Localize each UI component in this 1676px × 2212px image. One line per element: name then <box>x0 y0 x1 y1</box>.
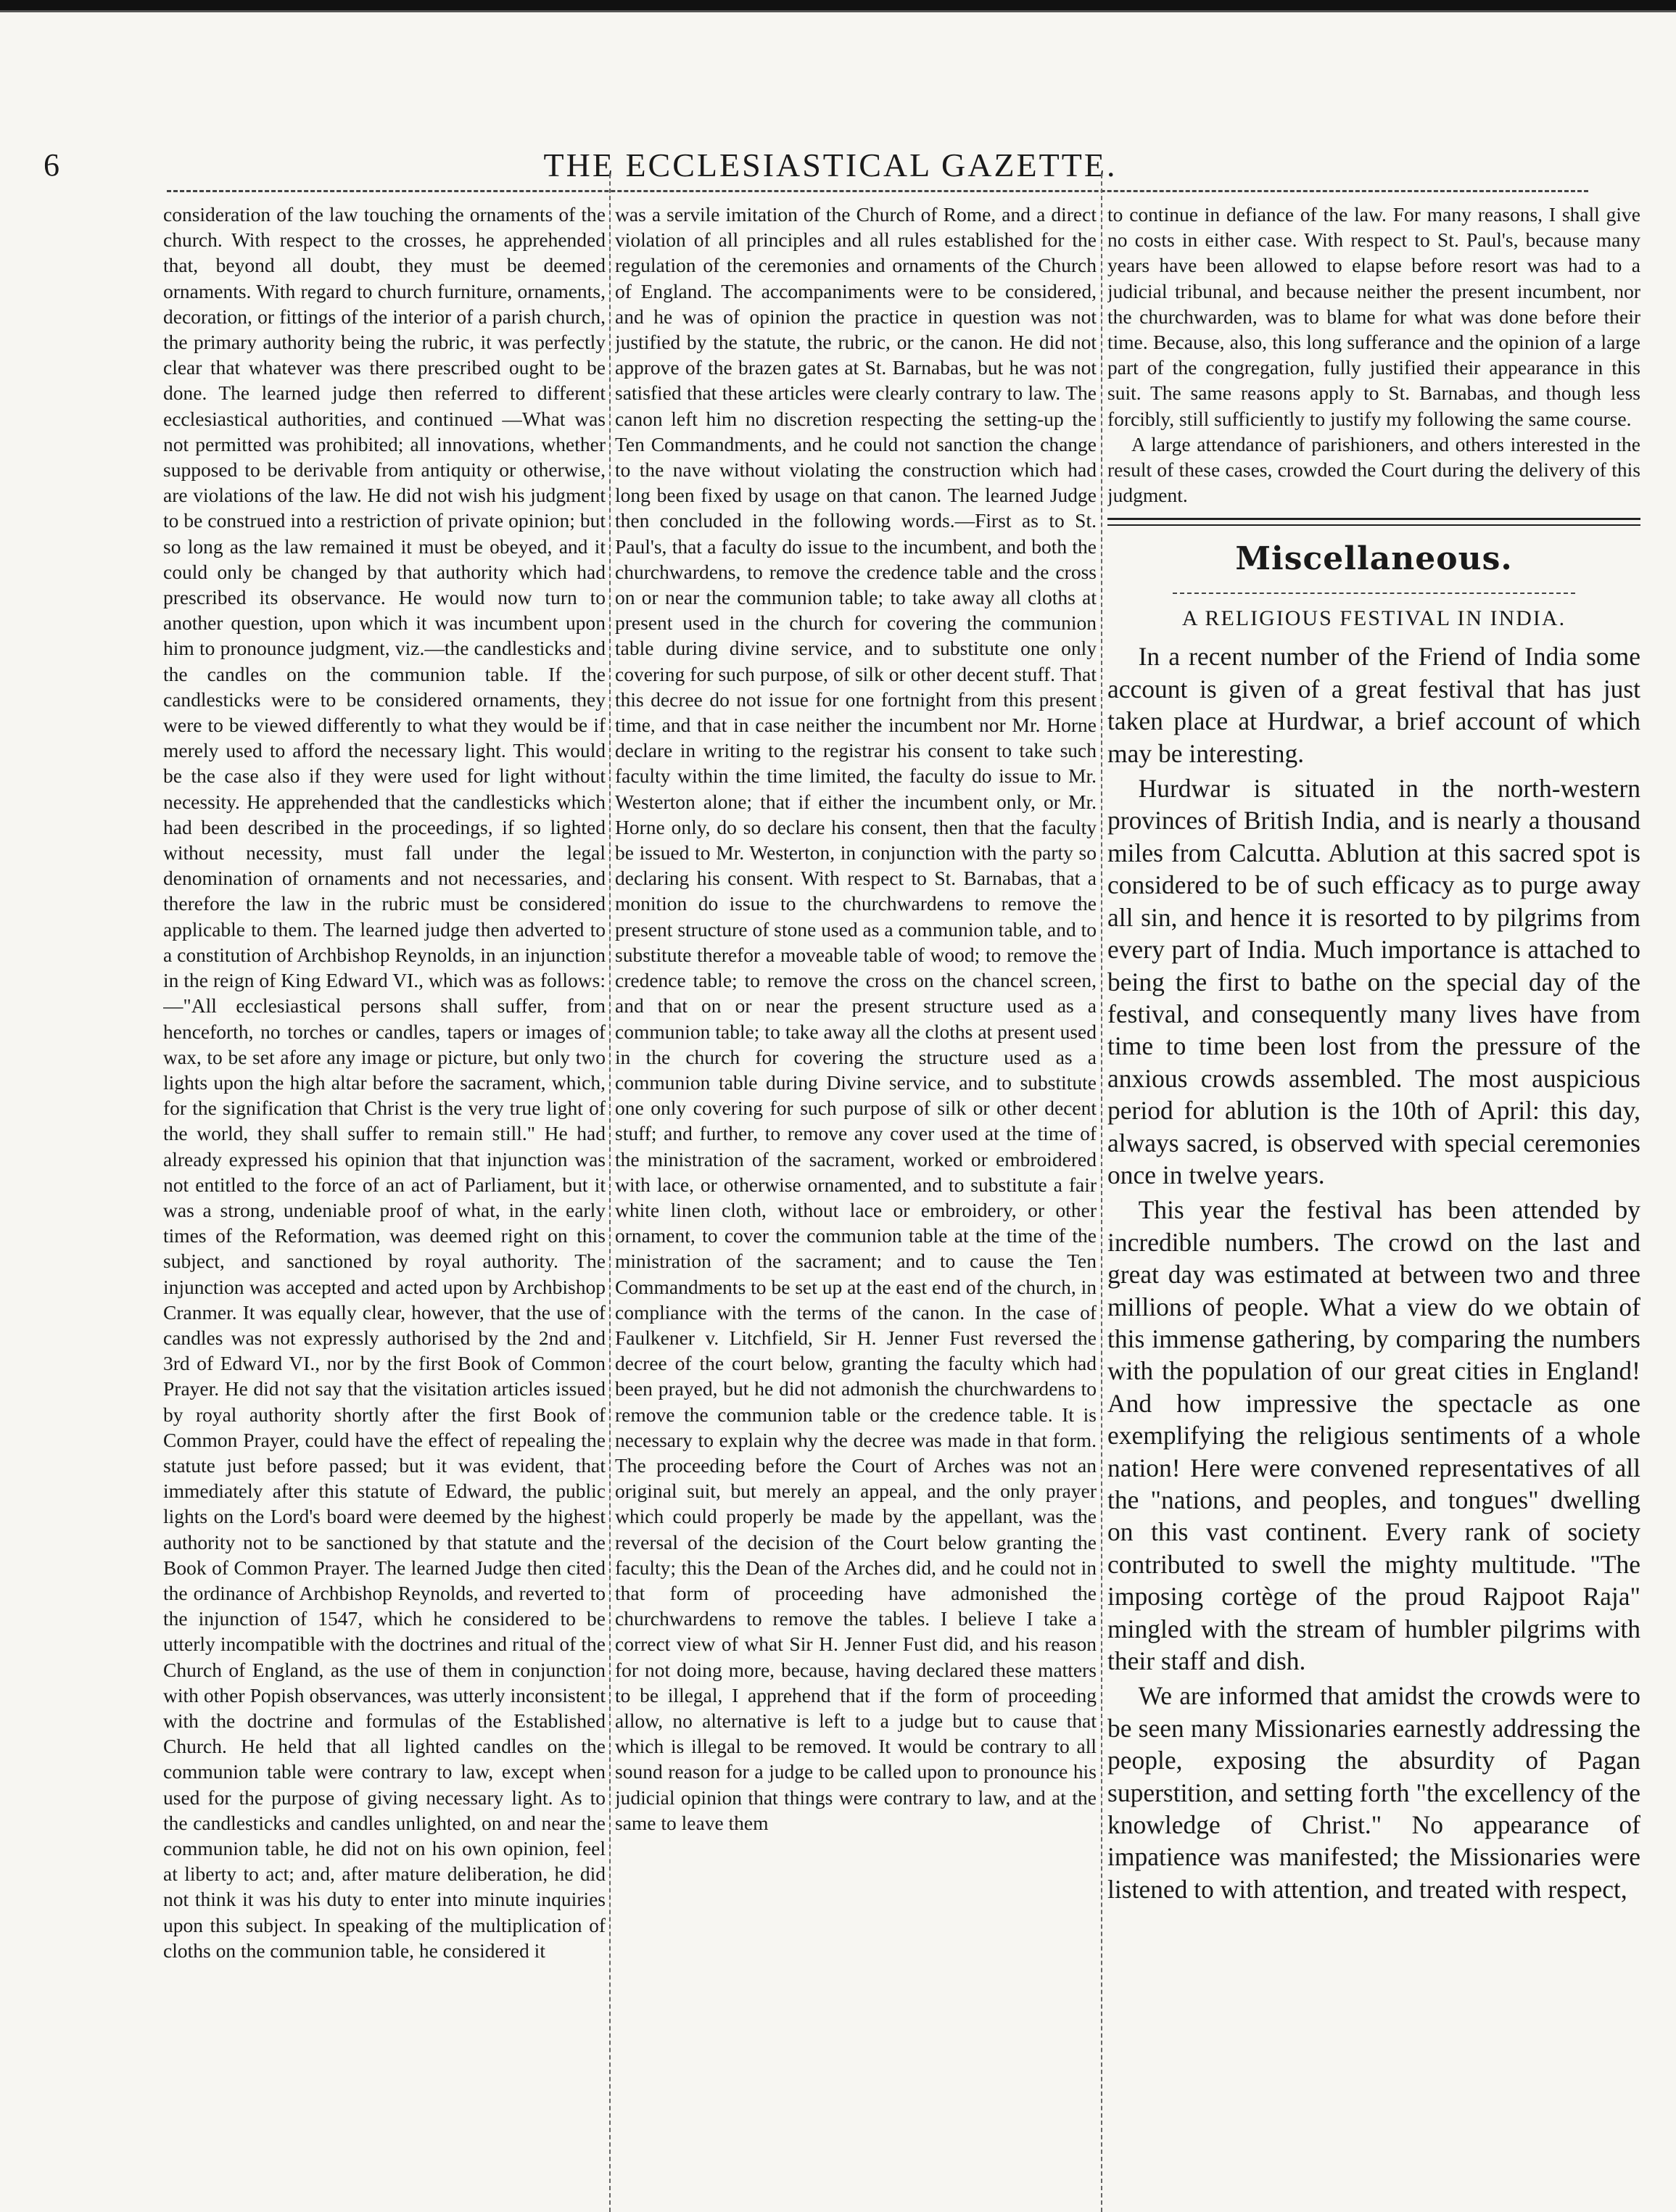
page-number: 6 <box>44 147 59 183</box>
column-1 <box>163 202 606 2189</box>
article-paragraph: This year the festival has been attended by incredible numbers. The crowd on the last and great day was estimated at between two and three millions of people. What a view do we obtain of this immense gathering, by comparing the numbers with the population of our great cities in England! And how impressive the spectacle as one exemplifying the religious sentiments of a whole nation! Here were convened representatives of all the "nations, and peoples, and tongues" dwelling on this vast continent. Every rank of society contributed to swell the mighty multitude. "The imposing cortège of the proud Rajpoot Raja" mingled with the stream of humbler pilgrims with their staff and dish. <box>1107 1195 1640 1676</box>
column-2 <box>615 202 1097 2189</box>
article-paragraph: In a recent number of the Friend of India some account is given of a great festival that has just taken place at Hurdwar, a brief account of which may be interesting. <box>1107 642 1640 768</box>
article-paragraph: We are informed that amidst the crowds were to be seen many Missionaries earnestly addressing the people, exposing the absurdity of Pagan superstition, and setting forth "the excellency of the knowledge of Christ." No appearance of impatience was manifested; the Missionaries were listened to with attention, and treated with respect, <box>1107 1681 1640 1904</box>
publication-title: THE ECCLESIASTICAL GAZETTE. <box>543 146 1118 183</box>
column-3 <box>1107 202 1640 2189</box>
page-header <box>22 145 1639 189</box>
section-heading: Miscellaneous. <box>1235 540 1513 578</box>
article-title: A RELIGIOUS FESTIVAL IN INDIA. <box>1181 606 1566 631</box>
judgment-conclusion: to continue in defiance of the law. For many reasons, I shall give no costs in either case. With respect to St. Paul's, because many years have been allowed to elapse before resort was had to a judicial tribunal, and because neither the present incumbent, nor the churchwarden, was to blame for what was done before their time. Because, also, this long sufferance and the opinion of a large part of the congregation, fully justified their appearance in this suit. The same reasons apply to St. Barnabas, and though less forcibly, still sufficiently to justify my following the same course. <box>1107 203 1640 430</box>
attendance-note: A large attendance of parishioners, and others interested in the result of these cases, crowded the Court during the delivery of this judgment. <box>1107 432 1640 507</box>
column-divider <box>1101 174 1102 2212</box>
top-border-rule <box>0 0 1676 15</box>
header-rule <box>167 190 1588 192</box>
article-paragraph: Hurdwar is situated in the north-western provinces of British India, and is nearly a thousand miles from Calcutta. Ablution at this sacred spot is considered to be of such efficacy as to purge away all sin, and hence it is resorted to by pilgrims from every part of India. Much importance is attached to being the first to bathe on the special day of the festival, and consequently many lives have from time to time been lost from the pressure of the anxious crowds assembled. The most auspicious period for ablution is the 10th of April: this day, always sacred, is observed with special ceremonies once in twelve years. <box>1107 774 1640 1189</box>
ornamental-rule <box>1173 581 1575 594</box>
column-divider <box>609 174 611 2212</box>
column-2-text: was a servile imitation of the Church of Rome, and a direct violation of all principles and all rules established for the regulation of the ceremonies and ornaments of the Church of England. The accompaniments were to be considered, and he was of opinion the practice in question was not justified by the statute, the rubric, or the canon. He did not approve of the brazen gates at St. Barnabas, but he was not satisfied that these articles were clearly contrary to law. The canon left him no discretion respecting the setting-up the Ten Commandments, and he could not sanction the change to the nave without violating the construction which had long been fixed by usage on that canon. The learned Judge then concluded in the following words.—First as to St. Paul's, that a faculty do issue to the incumbent, and both the churchwardens, to remove the credence table and the cross on or near the communion table; to take away all cloths at present used in the church for covering the communion table during divine service, and to substitute one only covering for such purpose, of silk or other decent stuff. That this decree do not issue for one fortnight from this present time, and that in case neither the incumbent nor Mr. Horne declare in writing to the registrar his consent to take such faculty within the time limited, the faculty do issue to Mr. Westerton alone; that if either the incumbent only, or Mr. Horne only, do so declare his consent, then that the faculty be issued to Mr. Westerton, in conjunction with the party so declaring his consent. With respect to St. Barnabas, that a monition do issue to the churchwardens to remove the present structure of stone used as a communion table, and to substitute therefor a moveable table of wood; to remove the credence table; to remove the cross on the chancel screen, and that on or near the present structure used as a communion table; to take away all the cloths at present used in the church for covering the structure used as a communion table during Divine service, and to substitute one only covering for such purpose of silk or other decent stuff; and further, to remove any cover used at the time of the ministration of the sacrament, worked or embroidered with lace, or otherwise ornamented, and to substitute a fair white linen cloth, without lace or embroidery, or other ornament, to cover the communion table at the time of the ministration of the sacrament; and to cause the Ten Commandments to be set up at the east end of the church, in compliance with the terms of the canon. In the case of Faulkener v. Litchfield, Sir H. Jenner Fust reversed the decree of the court below, granting the faculty which had been prayed, but he did not admonish the churchwardens to remove the communion table or the credence table. It is necessary to explain why the decree was made in that form. The proceeding before the Court of Arches was not an original suit, but merely an appeal, and the only prayer which could properly be made by the appellant, was the reversal of the decision of the Court below granting the faculty; this the Dean of the Arches did, and he could not in that form of proceeding have admonished the churchwardens to remove the tables. I believe I take a correct view of what Sir H. Jenner Fust did, and his reason for not doing more, because, having declared these matters to be illegal, I apprehend that if the form of proceeding allow, no alternative is left to a judge but to cause that which is illegal to be removed. It would be contrary to all sound reason for a judge to be called upon to pronounce his judicial opinion that things were contrary to law, and at the same to leave them <box>615 203 1097 1834</box>
column-1-text: consideration of the law touching the ornaments of the church. With respect to the crosses, he apprehended that, beyond all doubt, they must be deemed ornaments. With regard to church furniture, ornaments, decoration, or fittings of the interior of a parish church, the primary authority being the rubric, it was perfectly clear that whatever was there prescribed ought to be done. The learned judge then referred to different ecclesiastical authorities, and continued —What was not permitted was prohibited; all innovations, whether supposed to be derivable from antiquity or otherwise, are violations of the law. He did not wish his judgment to be construed into a restriction of private opinion; but so long as the law remained it must be obeyed, and it could only be changed by that authority which had prescribed its observance. He would now turn to another question, upon which it was incumbent upon him to pronounce judgment, viz.—the candlesticks and the candles on the communion table. If the candlesticks were to be considered ornaments, they were to be viewed differently to what they would be if merely used to afford the necessary light. This would be the case also if they were used for light without necessity. He apprehended that the candlesticks which had been described in the proceedings, if so lighted without necessity, must fall under the legal denomination of ornaments and not necessaries, and therefore the law in the rubric must be considered applicable to them. The learned judge then adverted to a constitution of Archbishop Reynolds, in an injunction in the reign of King Edward VI., which was as follows:—"All ecclesiastical persons shall suffer, from henceforth, no torches or candles, tapers or images of wax, to be set afore any image or picture, but only two lights upon the high altar before the sacrament, which, for the signification that Christ is the very true light of the world, they shall suffer to remain still." He had already expressed his opinion that that injunction was not entitled to the force of an act of Parliament, but it was a strong, undeniable proof of what, in the early times of the Reformation, was deemed right on this subject, and sanctioned by royal authority. The injunction was accepted and acted upon by Archbishop Cranmer. It was equally clear, however, that the use of candles was not expressly authorised by the 2nd and 3rd of Edward VI., nor by the first Book of Common Prayer. He did not say that the visitation articles issued by royal authority shortly after the first Book of Common Prayer, could have the effect of repealing the statute just before passed; but it was evident, that immediately after this statute of Edward, the public lights on the Lord's board were deemed by the highest authority not to be sanctioned by that statute and the Book of Common Prayer. The learned Judge then cited the ordinance of Archbishop Reynolds, and reverted to the injunction of 1547, which he considered to be utterly incompatible with the doctrines and ritual of the Church of England, as the use of them in conjunction with other Popish observances, was utterly inconsistent with the doctrine and formulas of the Established Church. He held that all lighted candles on the communion table were contrary to law, except when used for the purpose of giving necessary light. As to the candlesticks and candles unlighted, on and near the communion table, he did not on his own opinion, feel at liberty to act; and, after mature deliberation, he did not think it was his duty to enter into minute inquiries upon this subject. In speaking of the multiplication of cloths on the communion table, he considered it <box>163 203 606 1962</box>
section-divider <box>1107 518 1640 526</box>
